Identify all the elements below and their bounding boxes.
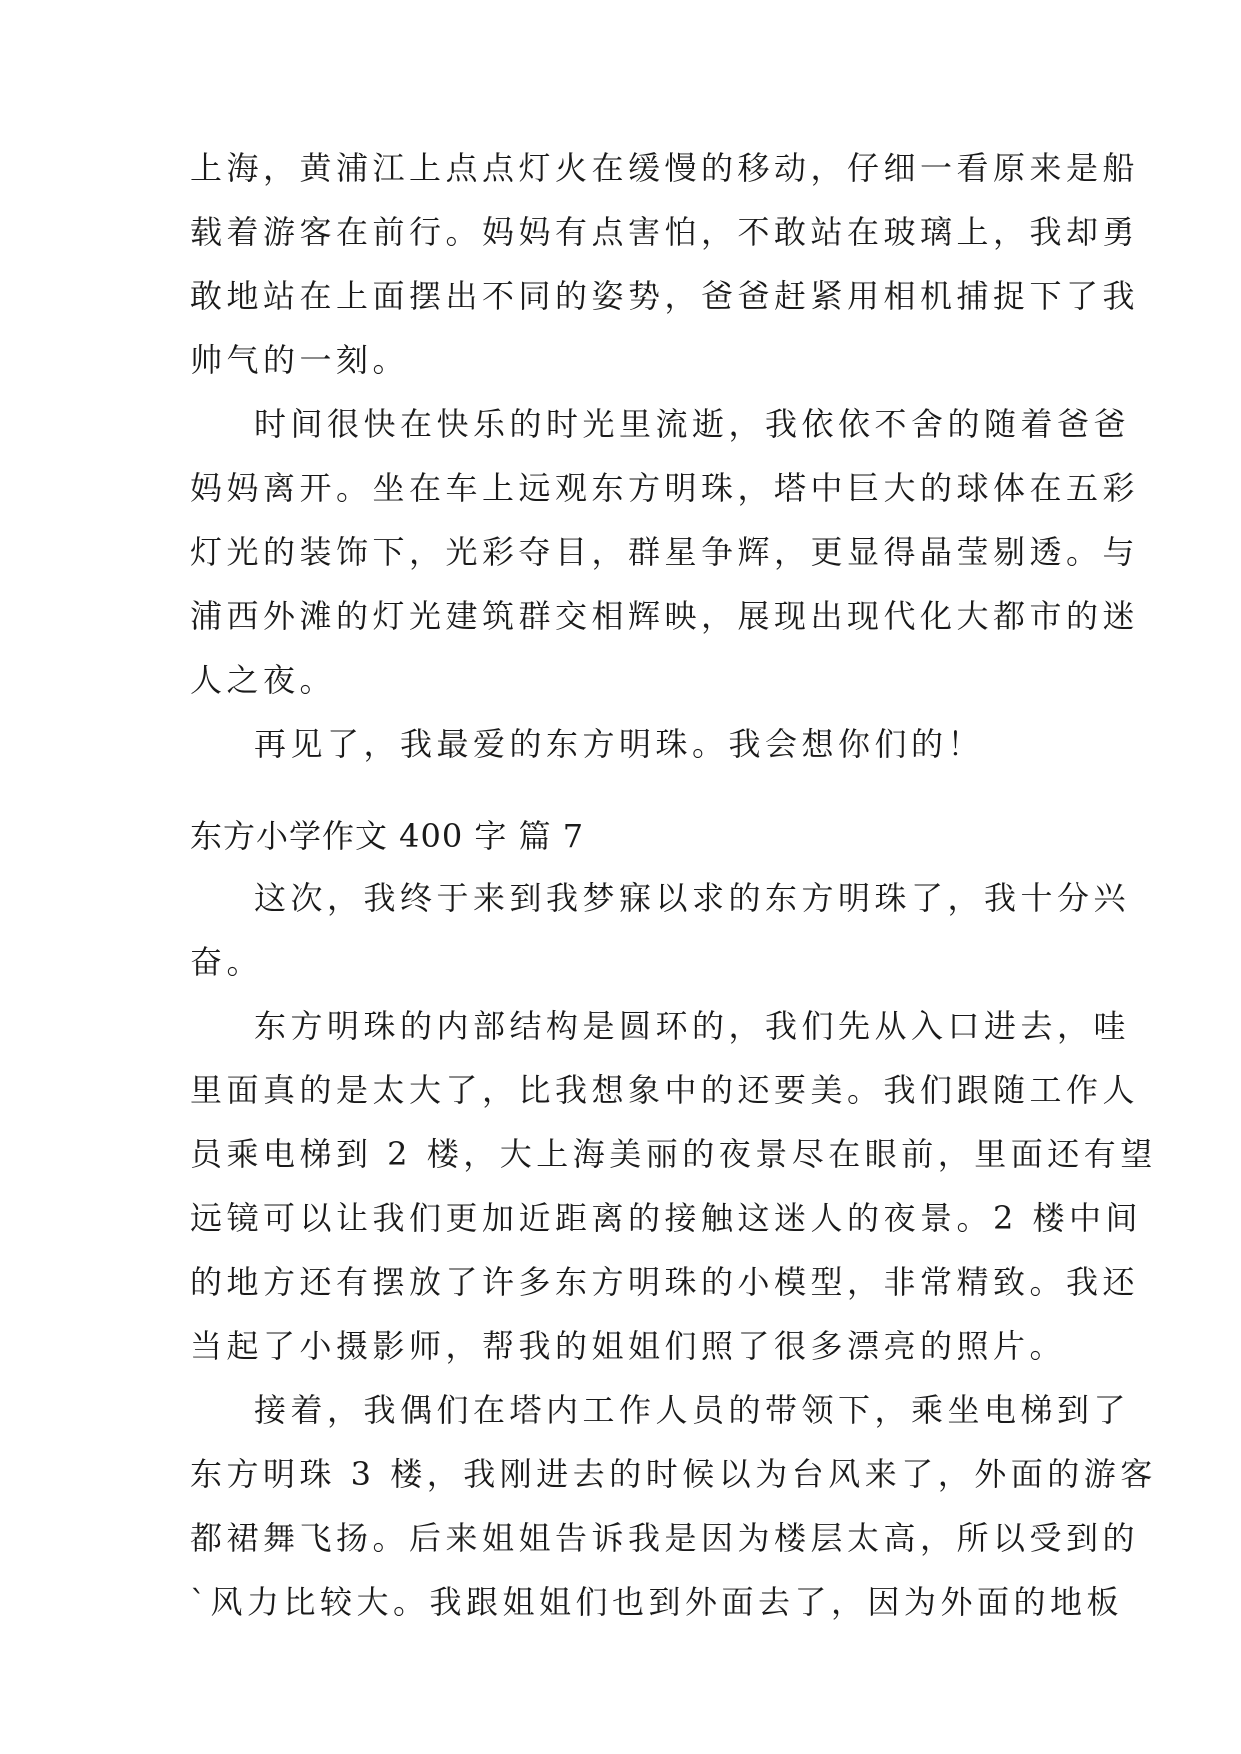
text-line: 奋。: [190, 943, 264, 981]
text-line: 东方明珠 3 楼，我刚进去的时候以为台风来了，外面的游客: [190, 1455, 1157, 1493]
text-line: `风力比较大。我跟姐姐们也到外面去了，因为外面的地板: [190, 1583, 1124, 1621]
text-line: 帅气的一刻。: [190, 341, 410, 379]
text-line: 时间很快在快乐的时光里流逝，我依依不舍的随着爸爸: [254, 405, 1131, 443]
text-line: 接着，我偶们在塔内工作人员的带领下，乘坐电梯到了: [254, 1391, 1131, 1429]
text-line: 都裙舞飞扬。后来姐姐告诉我是因为楼层太高，所以受到的: [190, 1519, 1140, 1557]
text-line: 远镜可以让我们更加近距离的接触这迷人的夜景。2 楼中间: [190, 1199, 1143, 1237]
text-line: 的地方还有摆放了许多东方明珠的小模型，非常精致。我还: [190, 1263, 1140, 1301]
text-line: 里面真的是太大了，比我想象中的还要美。我们跟随工作人: [190, 1071, 1140, 1109]
text-line: 人之夜。: [190, 661, 337, 699]
text-line: 妈妈离开。坐在车上远观东方明珠，塔中巨大的球体在五彩: [190, 469, 1140, 507]
text-line: 灯光的装饰下，光彩夺目，群星争辉，更显得晶莹剔透。与: [190, 533, 1140, 571]
text-line: 员乘电梯到 2 楼，大上海美丽的夜景尽在眼前，里面还有望: [190, 1135, 1157, 1173]
text-line: 再见了，我最爱的东方明珠。我会想你们的！: [254, 725, 985, 763]
text-line: 当起了小摄影师，帮我的姐姐们照了很多漂亮的照片。: [190, 1327, 1067, 1365]
text-line: 东方明珠的内部结构是圆环的，我们先从入口进去，哇: [254, 1007, 1131, 1045]
text-line: 敢地站在上面摆出不同的姿势，爸爸赶紧用相机捕捉下了我: [190, 277, 1140, 315]
text-line: 浦西外滩的灯光建筑群交相辉映，展现出现代化大都市的迷: [190, 597, 1140, 635]
section-heading: 东方小学作文 400 字 篇 7: [190, 817, 585, 855]
text-line: 载着游客在前行。妈妈有点害怕，不敢站在玻璃上，我却勇: [190, 213, 1140, 251]
text-line: 上海，黄浦江上点点灯火在缓慢的移动，仔细一看原来是船: [190, 149, 1140, 187]
text-line: 这次，我终于来到我梦寐以求的东方明珠了，我十分兴: [254, 879, 1131, 917]
